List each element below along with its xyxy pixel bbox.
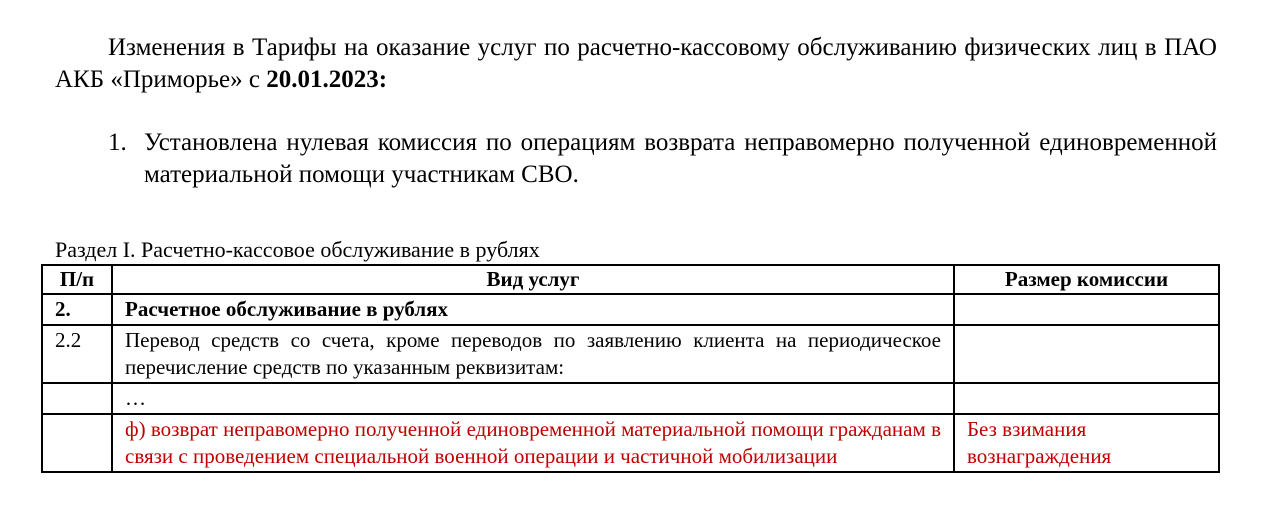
table-row <box>42 383 1219 414</box>
row-fee <box>954 325 1219 383</box>
table-row <box>42 414 1219 472</box>
row-fee <box>954 294 1219 325</box>
list-item-text: Установлена нулевая комиссия по операциям возврата неправомерно полученной единовременной материальной помощи участникам СВО. <box>144 129 1217 188</box>
row-service: Перевод средств со счета, кроме переводов по заявлению клиента на периодическое перечисление средств по указанным реквизитам: <box>112 325 954 383</box>
table-row <box>42 294 1219 325</box>
header-fee: Размер комиссии <box>954 265 1219 294</box>
row-number: 2.2 <box>42 325 112 383</box>
effective-date: 20.01.2023: <box>266 66 388 93</box>
table-header-row <box>42 265 1219 294</box>
row-service: Расчетное обслуживание в рублях <box>112 294 954 325</box>
row-service: ф) возврат неправомерно полученной единовременной материальной помощи гражданам в связи с проведением специальной военной операции и частичной мобилизации <box>112 414 954 472</box>
header-number: П/п <box>42 265 112 294</box>
row-number: 2. <box>42 294 112 325</box>
row-fee <box>954 383 1219 414</box>
header-service: Вид услуг <box>112 265 954 294</box>
row-number <box>42 414 112 472</box>
list-item-number: 1. <box>108 129 127 156</box>
intro-text: Изменения в Тарифы на оказание услуг по расчетно-кассовому обслуживанию физических лиц в ПАО АКБ «Приморье» с <box>55 34 1217 93</box>
section-caption: Раздел I. Расчетно-кассовое обслуживание в рублях <box>55 237 540 262</box>
tariff-table <box>41 264 1220 473</box>
intro-paragraph <box>55 32 1217 96</box>
row-fee: Без взимания вознаграждения <box>954 414 1219 472</box>
row-service: … <box>112 383 954 414</box>
table-row <box>42 325 1219 383</box>
row-number <box>42 383 112 414</box>
